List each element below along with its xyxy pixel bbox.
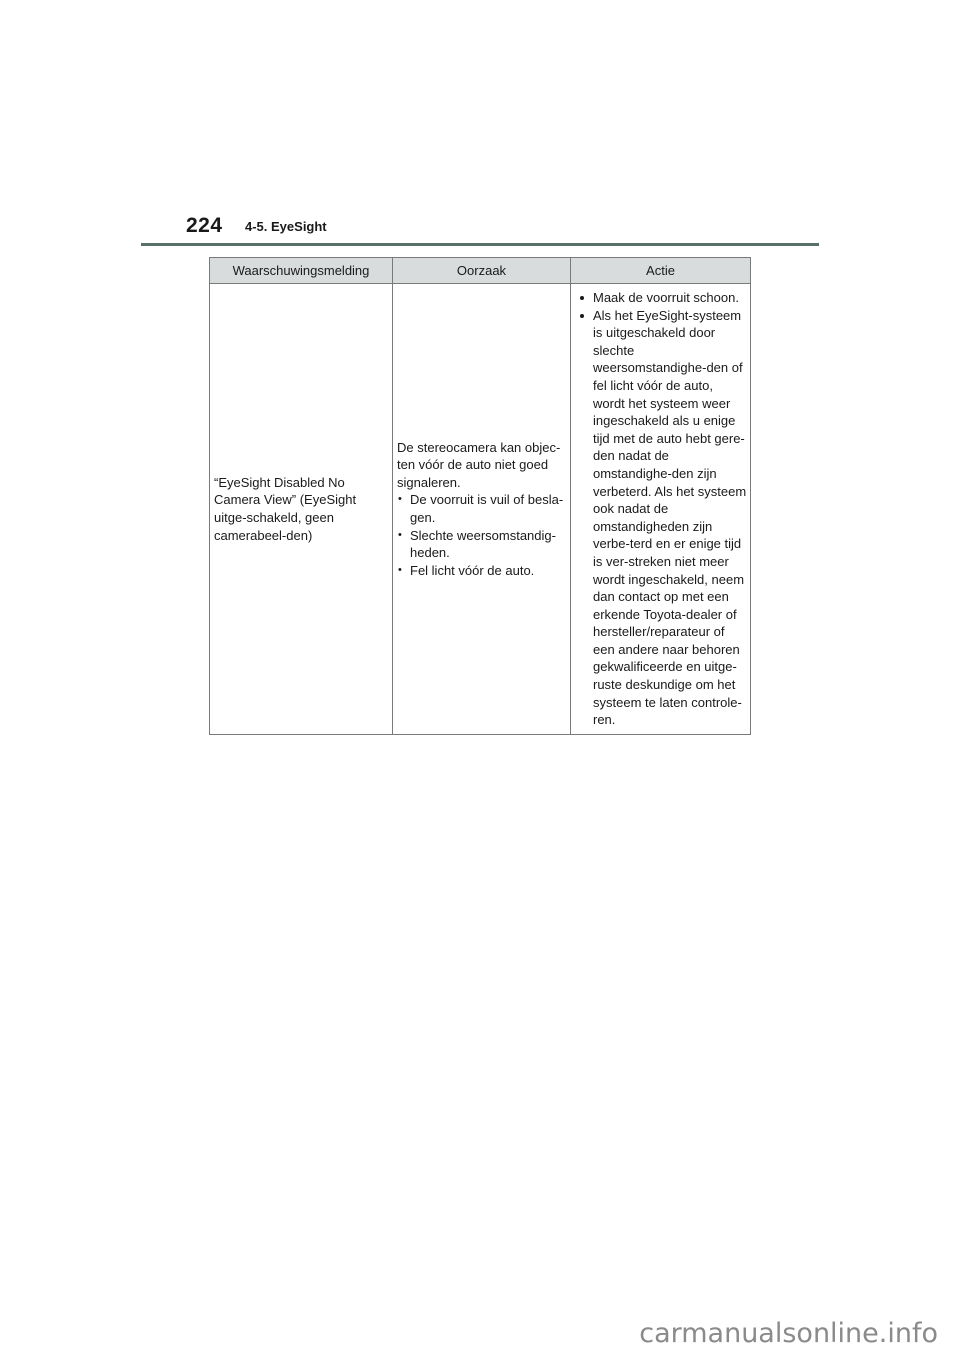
- column-header-message: Waarschuwingsmelding: [210, 258, 393, 284]
- action-item: Als het EyeSight-systeem is uitgeschakeld door slechte weersomstandighe-den of fel licht vóór de auto, wordt het systeem weer ingeschakeld als u enige tijd met de auto hebt gere-den nadat de omstandighe-den zijn verbeterd. Als het systeem ook nadat de omstandigheden zijn verbe-terd en er enige tijd is ver-streken niet meer wordt ingeschakeld, neem dan contact op met een erkende Toyota-dealer of hersteller/reparateur of een andere naar behoren gekwalificeerde en uitge-ruste deskundige om het systeem te laten controle-ren.: [575, 307, 747, 729]
- warning-message-text: “EyeSight Disabled No Camera View” (EyeSight uitge-schakeld, geen camerabeel-den): [214, 474, 357, 543]
- cause-list: [397, 491, 566, 579]
- section-title: 4-5. EyeSight: [245, 219, 327, 234]
- cause-intro-text: De stereocamera kan objec-ten vóór de auto niet goed signaleren.: [397, 439, 561, 490]
- cause-item: • Slechte weersomstandig-heden.: [397, 527, 566, 562]
- site-watermark: carmanualsonline.info: [639, 1318, 938, 1349]
- column-header-cause: Oorzaak: [393, 258, 571, 284]
- cause-item: • Fel licht vóór de auto.: [397, 562, 566, 580]
- page-number: 224: [186, 214, 223, 237]
- action-item: Maak de voorruit schoon.: [575, 289, 747, 307]
- warning-message-cell: [210, 284, 393, 735]
- action-list: [575, 289, 747, 729]
- cause-item: • De voorruit is vuil of besla-gen.: [397, 491, 566, 526]
- table-row: [210, 284, 751, 735]
- column-header-action: Actie: [571, 258, 751, 284]
- warning-table: [209, 257, 751, 735]
- cause-cell: [393, 284, 571, 735]
- header-divider: [141, 243, 819, 246]
- table-header-row: [210, 258, 751, 284]
- action-cell: [571, 284, 751, 735]
